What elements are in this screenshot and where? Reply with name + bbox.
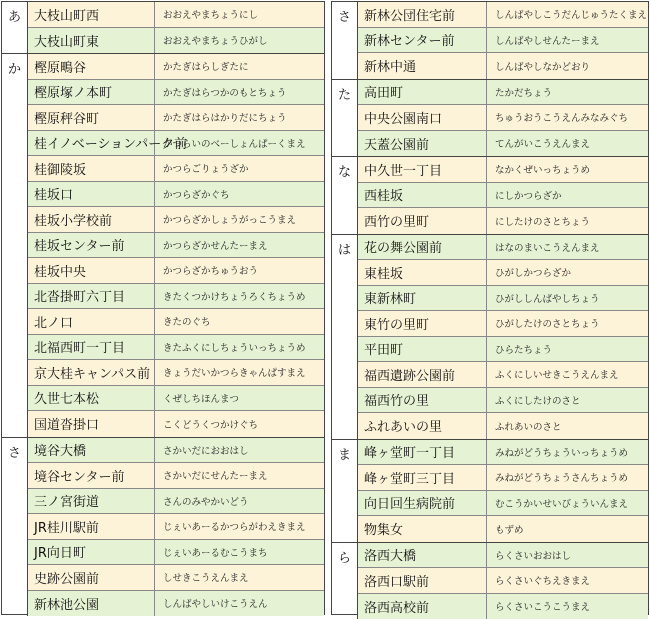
stop-name: 新林センター前 xyxy=(358,28,487,53)
kana-group-header: さ xyxy=(332,2,358,79)
stop-reading: らくさいぐちえきまえ xyxy=(487,568,648,593)
stop-name: 峰ヶ堂町一丁目 xyxy=(358,440,487,465)
stop-reading: ふくにしたけのさと xyxy=(487,388,648,413)
stop-reading: かつらごりょうざか xyxy=(155,156,324,181)
stop-row xyxy=(358,465,648,491)
stop-reading: かつらざかせんたーまえ xyxy=(155,233,324,258)
stop-reading: さかいだにおおはし xyxy=(155,438,324,463)
kana-group-header: あ xyxy=(2,2,28,53)
stop-row xyxy=(358,568,648,594)
stop-name: 桂坂口 xyxy=(28,182,155,207)
stop-name: 洛西高校前 xyxy=(358,594,487,619)
stop-row xyxy=(358,2,648,28)
kana-group-header: な xyxy=(332,157,358,234)
stop-row xyxy=(28,489,324,515)
kana-group-header: ま xyxy=(332,440,358,542)
stop-name: 桂坂小学校前 xyxy=(28,207,155,232)
stop-row xyxy=(28,463,324,489)
stop-row xyxy=(28,28,324,54)
stop-reading: ふくにしいせきこうえんまえ xyxy=(487,362,648,387)
stop-row xyxy=(358,131,648,157)
stop-row xyxy=(358,543,648,569)
stop-list xyxy=(358,80,648,157)
stop-reading: なかくぜいっちょうめ xyxy=(487,157,648,182)
stop-reading: きょうだいかつらきゃんぱすまえ xyxy=(155,360,324,385)
stop-reading: ひらたちょう xyxy=(487,337,648,362)
stop-name: 西竹の里町 xyxy=(358,208,487,234)
stop-row xyxy=(358,53,648,79)
stop-name: 桂イノベーションパーク前 xyxy=(28,131,155,156)
stop-reading: らくさいこうこうまえ xyxy=(487,594,648,619)
stop-row xyxy=(28,54,324,80)
stop-name: 京大桂キャンパス前 xyxy=(28,360,155,385)
stop-row xyxy=(28,438,324,464)
stop-row xyxy=(28,2,324,28)
stop-reading: ひがししんばやしちょう xyxy=(487,286,648,311)
stop-row xyxy=(28,156,324,182)
stop-row xyxy=(358,208,648,234)
kana-group xyxy=(332,440,648,543)
stop-reading: ふれあいのさと xyxy=(487,413,648,439)
stop-list xyxy=(358,543,648,619)
stop-name: JR向日町 xyxy=(28,540,155,565)
stop-reading: かたぎはらしぎたに xyxy=(155,54,324,79)
stop-reading: おおえやまちょうにし xyxy=(155,2,324,27)
stop-name: 久世七本松 xyxy=(28,386,155,411)
stop-row xyxy=(358,440,648,466)
kana-group xyxy=(332,543,648,619)
stop-reading: むこうかいせいびょういんまえ xyxy=(487,491,648,516)
stop-reading: きたくつかけちょうろくちょうめ xyxy=(155,284,324,309)
stop-row xyxy=(28,182,324,208)
stop-name: 中久世一丁目 xyxy=(358,157,487,182)
stop-row xyxy=(358,235,648,261)
stop-row xyxy=(28,105,324,131)
stop-name: ふれあいの里 xyxy=(358,413,487,439)
stop-row xyxy=(28,258,324,284)
stop-reading: ひがしかつらざか xyxy=(487,260,648,285)
stop-row xyxy=(358,80,648,106)
stop-reading: きたのぐち xyxy=(155,309,324,334)
stop-row xyxy=(28,233,324,259)
stop-row xyxy=(28,565,324,591)
stop-name: 境谷大橋 xyxy=(28,438,155,463)
stop-reading: ひがしたけのさとちょう xyxy=(487,311,648,336)
stop-reading: きたふくにしちょういっちょうめ xyxy=(155,335,324,360)
stop-name: 向日回生病院前 xyxy=(358,491,487,516)
kana-group xyxy=(2,438,324,617)
stop-row xyxy=(358,491,648,517)
stop-name: 福西竹の里 xyxy=(358,388,487,413)
stop-name: 洛西口駅前 xyxy=(358,568,487,593)
stop-row xyxy=(28,335,324,361)
stop-list xyxy=(28,2,324,53)
stop-reading: みねがどうちょうさんちょうめ xyxy=(487,465,648,490)
stop-name: 新林中通 xyxy=(358,53,487,79)
kana-group xyxy=(332,235,648,440)
stop-row xyxy=(358,337,648,363)
stop-row xyxy=(358,286,648,312)
stop-list xyxy=(358,2,648,79)
stop-reading: くぜしちほんまつ xyxy=(155,386,324,411)
stop-row xyxy=(28,360,324,386)
stop-name: 国道沓掛口 xyxy=(28,411,155,437)
stop-name: 桂御陵坂 xyxy=(28,156,155,181)
stop-name: 大枝山町東 xyxy=(28,28,155,54)
stop-name: 高田町 xyxy=(358,80,487,105)
stop-row xyxy=(358,388,648,414)
stop-row xyxy=(358,516,648,542)
stop-row xyxy=(358,260,648,286)
stop-row xyxy=(28,540,324,566)
stop-list xyxy=(28,438,324,617)
stop-reading: はなのまいこうえんまえ xyxy=(487,235,648,260)
kana-group xyxy=(2,2,324,54)
kana-group xyxy=(332,2,648,80)
stop-reading: かつらざかぐち xyxy=(155,182,324,207)
stop-name: 北ノ口 xyxy=(28,309,155,334)
kana-group-header: さ xyxy=(2,438,28,617)
stop-list xyxy=(28,54,324,437)
stop-reading: こくどうくつかけぐち xyxy=(155,411,324,437)
stop-name: 北福西町一丁目 xyxy=(28,335,155,360)
stop-row xyxy=(28,131,324,157)
stop-name: 峰ヶ堂町三丁目 xyxy=(358,465,487,490)
stop-reading: かつらざかちゅうおう xyxy=(155,258,324,283)
stop-name: 桂坂中央 xyxy=(28,258,155,283)
stop-name: 樫原鴫谷 xyxy=(28,54,155,79)
stop-reading: じぇいあーるむこうまち xyxy=(155,540,324,565)
stop-reading: もずめ xyxy=(487,516,648,542)
stop-name: 境谷センター前 xyxy=(28,463,155,488)
stop-row xyxy=(28,591,324,617)
kana-group-header: ら xyxy=(332,543,358,619)
stop-name: 洛西大橋 xyxy=(358,543,487,568)
stop-reading: さかいだにせんたーまえ xyxy=(155,463,324,488)
stop-name: 新林池公園 xyxy=(28,591,155,617)
stop-reading: たかだちょう xyxy=(487,80,648,105)
stop-row xyxy=(28,411,324,437)
kana-group-header: た xyxy=(332,80,358,157)
stop-reading: かたぎはらつかのもとちょう xyxy=(155,80,324,105)
stop-row xyxy=(358,157,648,183)
stop-name: 北沓掛町六丁目 xyxy=(28,284,155,309)
stop-index-right-column xyxy=(331,1,649,615)
stop-name: 花の舞公園前 xyxy=(358,235,487,260)
stop-reading: にしたけのさとちょう xyxy=(487,208,648,234)
stop-list xyxy=(358,440,648,542)
stop-row xyxy=(28,309,324,335)
stop-row xyxy=(358,311,648,337)
stop-row xyxy=(358,105,648,131)
stop-reading: しんばやしなかどおり xyxy=(487,53,648,79)
stop-name: 東桂坂 xyxy=(358,260,487,285)
stop-name: 史跡公園前 xyxy=(28,565,155,590)
stop-reading: にしかつらざか xyxy=(487,183,648,208)
stop-name: 福西遺跡公園前 xyxy=(358,362,487,387)
stop-row xyxy=(28,284,324,310)
kana-group xyxy=(332,80,648,158)
stop-row xyxy=(28,514,324,540)
stop-name: 中央公園南口 xyxy=(358,105,487,130)
stop-reading: かつらいのべーしょんぱーくまえ xyxy=(155,131,324,156)
stop-reading: じぇいあーるかつらがわえきまえ xyxy=(155,514,324,539)
stop-name: 桂坂センター前 xyxy=(28,233,155,258)
stop-reading: ちゅうおうこうえんみなみぐち xyxy=(487,105,648,130)
stop-reading: かつらざかしょうがっこうまえ xyxy=(155,207,324,232)
stop-reading: しんばやしこうだんじゅうたくまえ xyxy=(487,2,648,27)
stop-name: 平田町 xyxy=(358,337,487,362)
stop-name: 物集女 xyxy=(358,516,487,542)
stop-name: 新林公団住宅前 xyxy=(358,2,487,27)
stop-row xyxy=(28,386,324,412)
stop-name: 東新林町 xyxy=(358,286,487,311)
stop-reading: みねがどうちょういっちょうめ xyxy=(487,440,648,465)
stop-name: 大枝山町西 xyxy=(28,2,155,27)
stop-row xyxy=(28,80,324,106)
stop-row xyxy=(358,28,648,54)
stop-row xyxy=(358,183,648,209)
stop-name: 西桂坂 xyxy=(358,183,487,208)
kana-group xyxy=(332,157,648,235)
stop-row xyxy=(358,413,648,439)
stop-index-left-column xyxy=(1,1,325,615)
stop-reading: しせきこうえんまえ xyxy=(155,565,324,590)
stop-name: 三ノ宮街道 xyxy=(28,489,155,514)
stop-name: JR桂川駅前 xyxy=(28,514,155,539)
kana-group-header: か xyxy=(2,54,28,437)
stop-list xyxy=(358,235,648,439)
stop-name: 天蓋公園前 xyxy=(358,131,487,157)
stop-reading: さんのみやかいどう xyxy=(155,489,324,514)
stop-name: 東竹の里町 xyxy=(358,311,487,336)
kana-group xyxy=(2,54,324,438)
stop-row xyxy=(358,594,648,619)
stop-reading: かたぎはらはかりだにちょう xyxy=(155,105,324,130)
stop-name: 樫原秤谷町 xyxy=(28,105,155,130)
stop-reading: おおえやまちょうひがし xyxy=(155,28,324,54)
stop-reading: しんばやしいけこうえん xyxy=(155,591,324,617)
stop-name: 樫原塚ノ本町 xyxy=(28,80,155,105)
stop-row xyxy=(358,362,648,388)
stop-reading: しんばやしせんたーまえ xyxy=(487,28,648,53)
stop-reading: てんがいこうえんまえ xyxy=(487,131,648,157)
stop-list xyxy=(358,157,648,234)
kana-group-header: は xyxy=(332,235,358,439)
stop-reading: らくさいおおはし xyxy=(487,543,648,568)
stop-row xyxy=(28,207,324,233)
